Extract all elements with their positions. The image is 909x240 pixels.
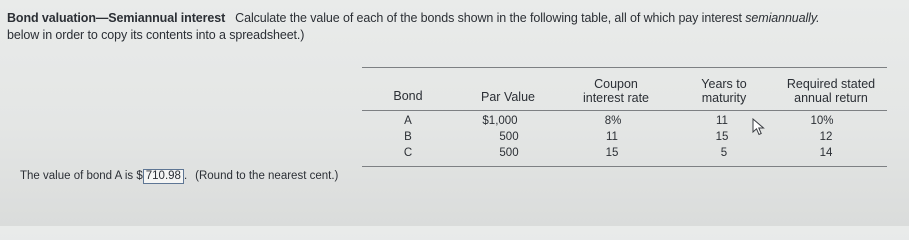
header-required-line2: annual return [794,91,868,105]
cell-bond-b: B [404,131,412,143]
rounding-hint: (Round to the nearest cent.) [195,170,339,182]
header-bond: Bond [393,89,423,103]
table-top-rule [362,67,887,68]
cell-required-b: 12 [819,131,833,143]
header-years-to-maturity [689,77,759,105]
cell-bond-a: A [404,115,412,127]
cell-required-c: 14 [819,147,833,159]
answer-suffix: . [183,170,188,182]
cell-par-a: $1,000 [482,115,518,127]
cell-bond-c: C [403,147,413,159]
cell-par-b: 500 [499,131,519,143]
problem-title: Bond valuation—Semiannual interest [7,11,226,25]
problem-statement [7,10,897,44]
header-required-return [776,77,886,105]
answer-input[interactable]: 710.98 [143,169,184,184]
header-coupon-line2: interest rate [582,91,649,105]
cell-coupon-b: 11 [606,131,618,143]
header-years-line2: maturity [701,91,747,105]
cell-par-c: 500 [499,147,519,159]
cell-coupon-a: 8% [604,115,622,127]
mouse-pointer-icon [752,118,766,136]
table-bottom-rule [362,166,887,167]
problem-italic-text: semiannually. [745,11,820,25]
problem-text-continued: below in order to copy its contents into a spreadsheet.) [7,28,305,42]
header-coupon-line1: Coupon [594,77,638,91]
cell-years-c: 5 [720,147,728,159]
cell-years-b: 15 [715,131,729,143]
header-coupon-rate [574,77,658,105]
problem-text: Calculate the value of each of the bonds shown in the following table, all of which pay interest [235,11,746,25]
answer-line [20,169,338,184]
header-years-line1: Years to [701,77,747,91]
cell-coupon-c: 15 [605,147,619,159]
cell-required-a: 10% [810,115,834,127]
header-par-value: Par Value [481,90,535,104]
cell-years-a: 11 [716,115,728,127]
table-header-rule [362,110,887,111]
answer-prefix: The value of bond A is $ [20,170,143,182]
header-required-line1: Required stated [786,77,876,91]
